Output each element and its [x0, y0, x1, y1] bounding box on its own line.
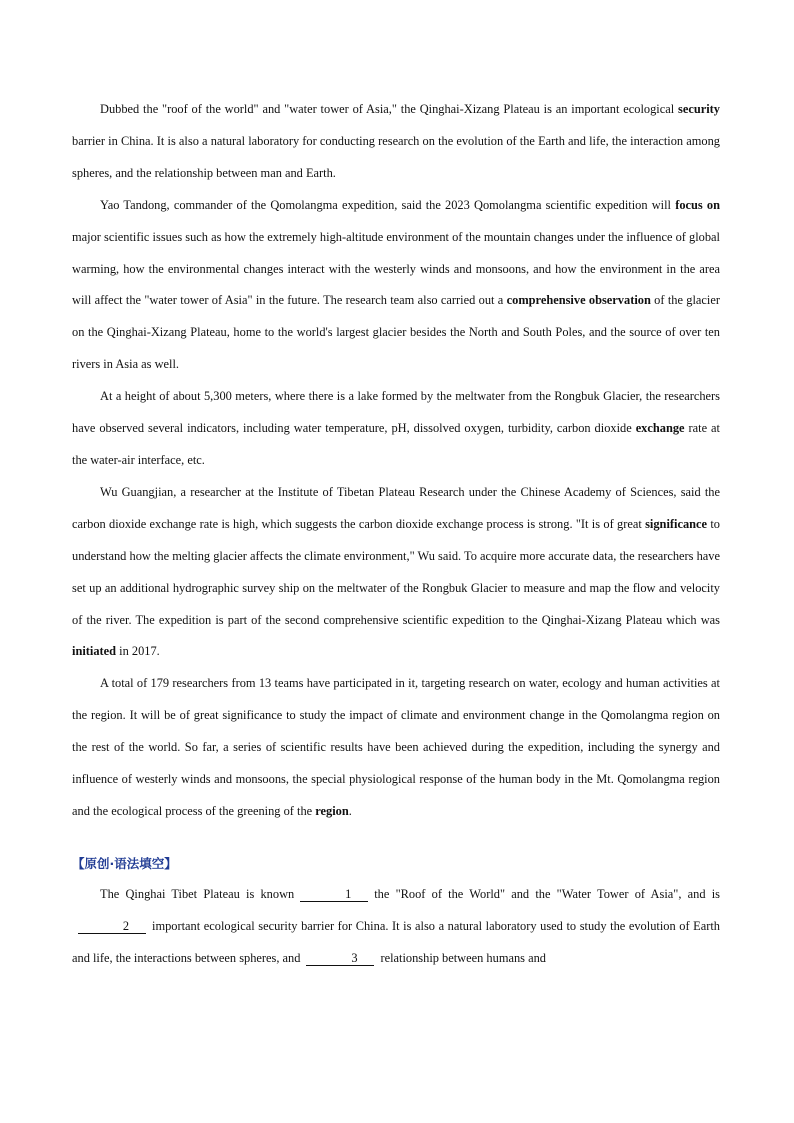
text-segment: rate at the water-air interface, etc.	[72, 421, 720, 467]
text-segment: major scientific issues such as how the extremely high-altitude environment of the mountain changes under the influence of global warming, how the environmental changes interact with the westerly winds and monsoons, and how the environment in the area will affect the "water tower of Asia" in the future. The research team also carried out a	[72, 229, 720, 308]
passage-paragraph-1	[72, 94, 720, 190]
text-segment: The Qinghai Tibet Plateau is known	[100, 886, 295, 901]
text-segment: .	[348, 803, 352, 818]
text-segment: Dubbed the "roof of the world" and "water tower of Asia," the Qinghai-Xizang Plateau is an important ecological	[100, 102, 679, 116]
bold-keyword: significance	[645, 516, 708, 531]
document-page	[72, 94, 720, 975]
exercise-paragraph	[72, 879, 720, 975]
bold-keyword: focus on	[675, 197, 720, 212]
text-segment: A total of 179 researchers from 13 teams have participated in it, targeting research on water, ecology and human activities at the region. It will be of great significance to study the impact of climate and environment change in the Qomolangma region on the rest of the world. So far, a series of scientific results have been achieved during the expedition, including the synergy and influence of westerly winds and monsoons, the special physiological response of the human body in the Mt. Qomolangma region and the ecological process of the greening of the	[72, 676, 720, 818]
bold-keyword: initiated	[72, 644, 117, 659]
bold-keyword: region	[315, 803, 349, 818]
text-segment: Yao Tandong, commander of the Qomolangma expedition, said the 2023 Qomolangma scientific expedition will	[100, 197, 676, 212]
exercise-title: 【原创·语法填空】	[72, 855, 177, 871]
passage-paragraph-2	[72, 190, 720, 381]
text-segment: barrier in China. It is also a natural laboratory for conducting research on the evolution of the Earth and life, the interaction among spheres, and the relationship between man and Earth.	[72, 133, 720, 180]
text-segment: to understand how the melting glacier affects the climate environment," Wu said. To acquire more accurate data, the researchers have set up an additional hydrographic survey ship on the meltwater of the Rongbuk Glacier to measure and map the flow and velocity of the river. The expedition is part of the second comprehensive scientific expedition to the Qinghai-Xizang Plateau which was	[72, 516, 720, 627]
text-segment: Wu Guangjian, a researcher at the Institute of Tibetan Plateau Research under the Chinese Academy of Sciences, said the carbon dioxide exchange rate is high, which suggests the carbon dioxide exchange process is strong. "It is of great	[72, 484, 720, 531]
text-segment: important ecological security barrier for China. It is also a natural laboratory used to study the evolution of Earth and life, the interactions between spheres, and	[72, 918, 720, 965]
blank-2-input[interactable]: 2	[78, 919, 146, 934]
blank-1-input[interactable]: 1	[300, 887, 368, 902]
text-segment: At a height of about 5,300 meters, where there is a lake formed by the meltwater from the Rongbuk Glacier, the researchers have observed several indicators, including water temperature, pH, dissolved oxygen, turbidity, carbon dioxide	[72, 389, 720, 436]
blank-3-input[interactable]: 3	[306, 951, 374, 966]
bold-keyword: security	[678, 102, 720, 116]
text-segment: the "Roof of the World" and the "Water Tower of Asia", and is	[374, 886, 720, 901]
bold-keyword: exchange	[635, 421, 685, 436]
bold-keyword: comprehensive observation	[506, 293, 651, 308]
text-segment: relationship between humans and	[380, 950, 546, 965]
passage-paragraph-3	[72, 381, 720, 477]
passage-paragraph-5	[72, 668, 720, 828]
text-segment: in 2017.	[116, 644, 160, 659]
passage-paragraph-4	[72, 477, 720, 668]
text-segment: of the glacier on the Qinghai-Xizang Plateau, home to the world's largest glacier besides the North and South Poles, and the source of over ten rivers in Asia as well.	[72, 293, 720, 372]
